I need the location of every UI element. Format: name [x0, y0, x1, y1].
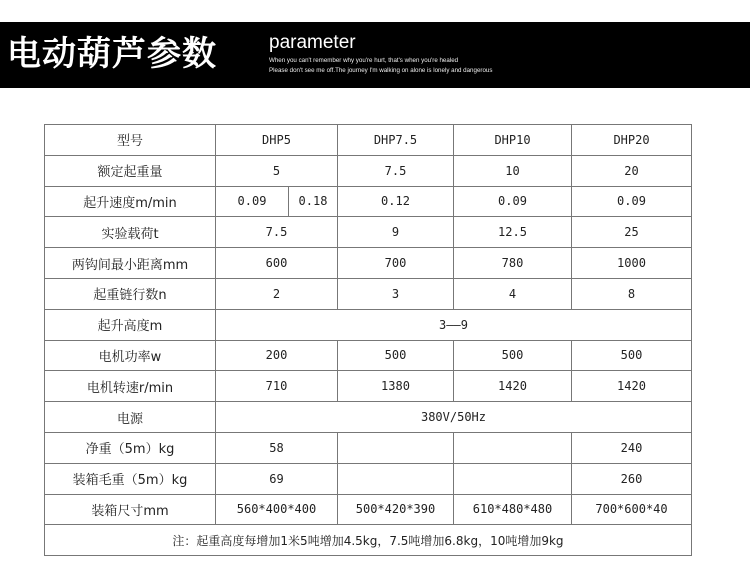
- cell-gross-weight-dhp5: 69: [216, 463, 338, 494]
- table-row-motor-power: [45, 340, 692, 371]
- cell-test-load-dhp20: 25: [572, 217, 692, 248]
- cell-test-load-dhp10: 12.5: [454, 217, 572, 248]
- cell-chain-falls-dhp10: 4: [454, 278, 572, 309]
- cell-rated-load-dhp10: 10: [454, 155, 572, 186]
- row-label-model: 型号: [45, 125, 216, 156]
- row-label-gross-weight: 装箱毛重（5m）kg: [45, 463, 216, 494]
- cell-chain-falls-dhp7-5: 3: [338, 278, 454, 309]
- cell-speed-dhp20: 0.09: [572, 186, 692, 217]
- cell-speed-dhp10: 0.09: [454, 186, 572, 217]
- cell-power-supply: 380V/50Hz: [216, 402, 692, 433]
- cell-motor-speed-dhp20: 1420: [572, 371, 692, 402]
- table-row-gross-weight: [45, 463, 692, 494]
- table-row-box-size: [45, 494, 692, 525]
- row-label-lift-height: 起升高度m: [45, 309, 216, 340]
- cell-model-dhp20: DHP20: [572, 125, 692, 156]
- table-row-chain-falls: [45, 278, 692, 309]
- cell-model-dhp7-5: DHP7.5: [338, 125, 454, 156]
- cell-rated-load-dhp20: 20: [572, 155, 692, 186]
- row-label-hook-distance: 两钩间最小距离mm: [45, 248, 216, 279]
- cell-test-load-dhp7-5: 9: [338, 217, 454, 248]
- row-label-motor-speed: 电机转速r/min: [45, 371, 216, 402]
- cell-net-weight-dhp5: 58: [216, 432, 338, 463]
- cell-motor-power-dhp5: 200: [216, 340, 338, 371]
- cell-box-size-dhp20: 700*600*40: [572, 494, 692, 525]
- table-footnote: 注：起重高度每增加1米5吨增加4.5kg，7.5吨增加6.8kg，10吨增加9kg: [45, 525, 692, 556]
- cell-rated-load-dhp7-5: 7.5: [338, 155, 454, 186]
- cell-box-size-dhp10: 610*480*480: [454, 494, 572, 525]
- cell-motor-power-dhp7-5: 500: [338, 340, 454, 371]
- table-row-power-supply: [45, 402, 692, 433]
- cell-model-dhp10: DHP10: [454, 125, 572, 156]
- cell-motor-power-dhp20: 500: [572, 340, 692, 371]
- english-tagline-1: When you can't remember why you're hurt, that's when you're healed: [269, 57, 459, 64]
- cell-motor-speed-dhp5: 710: [216, 371, 338, 402]
- row-label-box-size: 装箱尺寸mm: [45, 494, 216, 525]
- cell-hook-distance-dhp7-5: 700: [338, 248, 454, 279]
- table-row-lift-height: [45, 309, 692, 340]
- cell-hook-distance-dhp5: 600: [216, 248, 338, 279]
- cell-net-weight-dhp20: 240: [572, 432, 692, 463]
- english-tagline-2: Please don't see me off.The journey I'm walking on alone is lonely and dangerous: [269, 67, 493, 74]
- row-label-test-load: 实验载荷t: [45, 217, 216, 248]
- table-row-motor-speed: [45, 371, 692, 402]
- row-label-chain-falls: 起重链行数n: [45, 278, 216, 309]
- cell-motor-speed-dhp10: 1420: [454, 371, 572, 402]
- row-label-net-weight: 净重（5m）kg: [45, 432, 216, 463]
- cell-gross-weight-dhp7-5: [338, 463, 454, 494]
- table-row-lift-speed: [45, 186, 692, 217]
- cell-box-size-dhp5: 560*400*400: [216, 494, 338, 525]
- cell-speed-dhp7-5: 0.12: [338, 186, 454, 217]
- cell-speed-dhp5-b: 0.18: [289, 186, 338, 217]
- row-label-motor-power: 电机功率w: [45, 340, 216, 371]
- page-title: 电动葫芦参数: [7, 34, 217, 74]
- table-row-model: [45, 125, 692, 156]
- row-label-rated-load: 额定起重量: [45, 155, 216, 186]
- cell-box-size-dhp7-5: 500*420*390: [338, 494, 454, 525]
- cell-test-load-dhp5: 7.5: [216, 217, 338, 248]
- cell-gross-weight-dhp20: 260: [572, 463, 692, 494]
- cell-chain-falls-dhp20: 8: [572, 278, 692, 309]
- cell-gross-weight-dhp10: [454, 463, 572, 494]
- table-row-hook-distance: [45, 248, 692, 279]
- cell-speed-dhp5-a: 0.09: [216, 186, 289, 217]
- cell-motor-power-dhp10: 500: [454, 340, 572, 371]
- english-subtitle: parameter: [269, 32, 356, 53]
- cell-lift-height: 3——9: [216, 309, 692, 340]
- spec-table: [44, 124, 692, 556]
- table-row-rated-load: [45, 155, 692, 186]
- row-label-lift-speed: 起升速度m/min: [45, 186, 216, 217]
- cell-motor-speed-dhp7-5: 1380: [338, 371, 454, 402]
- cell-chain-falls-dhp5: 2: [216, 278, 338, 309]
- cell-hook-distance-dhp20: 1000: [572, 248, 692, 279]
- table-row-net-weight: [45, 432, 692, 463]
- table-row-note: [45, 525, 692, 556]
- table-row-test-load: [45, 217, 692, 248]
- cell-model-dhp5: DHP5: [216, 125, 338, 156]
- cell-net-weight-dhp10: [454, 432, 572, 463]
- header-banner: [0, 22, 750, 88]
- cell-hook-distance-dhp10: 780: [454, 248, 572, 279]
- row-label-power-supply: 电源: [45, 402, 216, 433]
- cell-rated-load-dhp5: 5: [216, 155, 338, 186]
- cell-net-weight-dhp7-5: [338, 432, 454, 463]
